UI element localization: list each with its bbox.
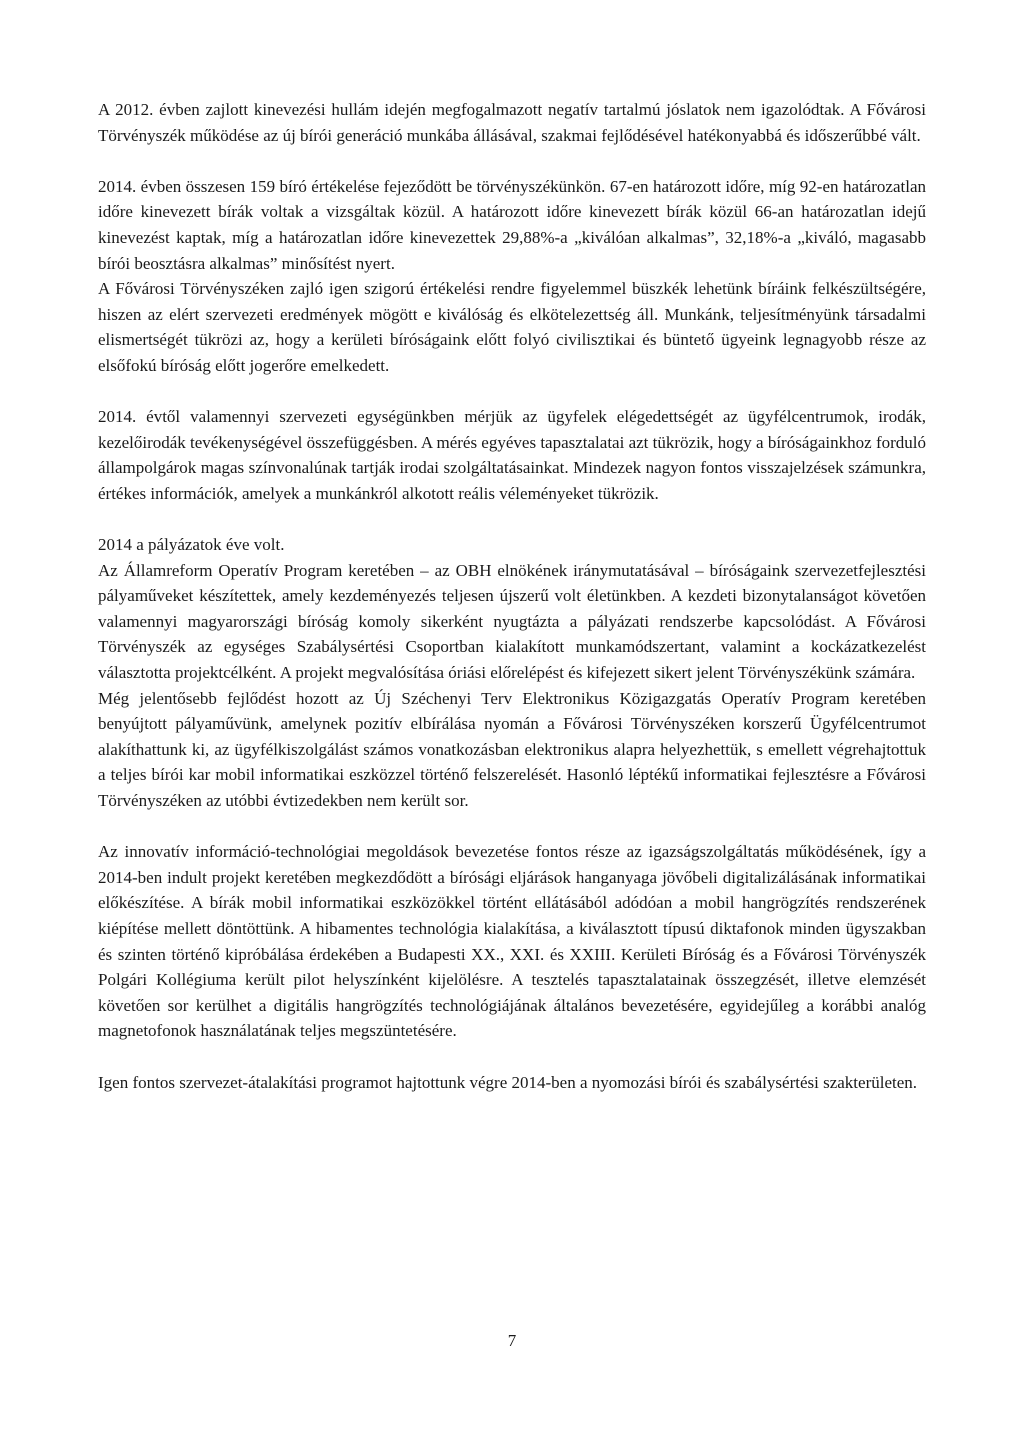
paragraph-state-reform-program: Az Államreform Operatív Program keretében – az OBH elnökének iránymutatásával – bíróságaink szervezetfejlesztési pályaműveket készítettek, amely kezdeményezés teljesen újszerű volt életünkben. A kezdeti bizonytalanságot követően valamennyi magyarországi bíróság komoly sikerként nyugtázta a pályázati rendszerbe kapcsolódást. A Fővárosi Törvényszék az egységes Szabálysértési Csoportban kialakított munkamódszertant, valamint a kockázatkezelést választotta projektcélként. A projekt megvalósítása óriási előrelépést és kifejezett sikert jelent Törvényszékünk számára.	[98, 560, 926, 683]
paragraph-innovative-it: Az innovatív információ-technológiai megoldások bevezetése fontos része az igazságszolgáltatás működésének, így a 2014-ben indult projekt keretében megkezdődött a bírósági eljárások hanganyaga jövőbeli digitalizálásának informatikai előkészítése. A bírák mobil informatikai eszközökkel történt ellátásából adódóan a mobil hangrögzítés rendszerének kiépítése mellett döntöttünk. A hibamentes technológia kialakítása, a kiválasztott típusú diktafonok minden ügyszakban és szinten történő kipróbálása érdekében a Budapesti XX., XXI. és XXIII. Kerületi Bíróság és a Fővárosi Törvényszék Polgári Kollégiuma került pilot helyszínként kijelölésre. A tesztelés tapasztalatainak összegzését, illetve elemzését követően sor kerülhet a digitális hangrögzítés technológiájának általános bevezetésére, egyidejűleg a korábbi analóg magnetofonok használatának teljes megszüntetésére.	[98, 842, 926, 1041]
paragraph-reorganization: Igen fontos szervezet-átalakítási programot hajtottunk végre 2014-ben a nyomozási bírói és szabálysértési szakterületen.	[98, 1072, 918, 1092]
paragraph-judge-evaluations: 2014. évben összesen 159 bíró értékelése fejeződött be törvényszékünkön. 67-en határozott időre, míg 92-en határozatlan időre kinevezett bírák voltak a vizsgáltak közül. A határozott időre kinevezett bírák közül 66-an határozatlan idejű kinevezést kaptak, míg a határozatlan időre kinevezettek 29,88%-a „kiválóan alkalmas”, 32,18%-a „kiváló, magasabb bírói beosztásra alkalmas” minősítést nyert.	[98, 176, 926, 273]
paragraph-year-of-tenders: 2014 a pályázatok éve volt.	[98, 535, 285, 555]
paragraph-szechenyi-plan: Még jelentősebb fejlődést hozott az Új Széchenyi Terv Elektronikus Közigazgatás Operatív Program keretében benyújtott pályaművünk, amelynek pozitív elbírálása nyomán a Fővárosi Törvényszéken korszerű Ügyfélcentrumot alakíthattunk ki, az ügyfélkiszolgálást számos vonatkozásban elektronikus alapra helyezhettük, s emellett végrehajtottuk a teljes bírói kar mobil informatikai eszközzel történő felszerelését. Hasonló léptékű informatikai fejlesztésre a Fővárosi Törvényszéken az utóbbi évtizedekben nem került sor.	[98, 688, 926, 811]
paragraph-evaluation-pride: A Fővárosi Törvényszéken zajló igen szigorú értékelési rendre figyelemmel büszkék lehetünk bíráink felkészültségére, hiszen az elért szervezeti eredmények mögött e kiválóság és elkötelezettség áll. Munkánk, teljesítményünk társadalmi elismertségét tükrözi az, hogy a kerületi bíróságaink előtt folyó civilisztikai és büntető ügyeink legnagyobb része az elsőfokú bíróság előtt jogerőre emelkedett.	[98, 279, 926, 375]
document-body	[98, 97, 926, 1095]
paragraph-client-satisfaction: 2014. évtől valamennyi szervezeti egységünkben mérjük az ügyfelek elégedettségét az ügyfélcentrumok, irodák, kezelőirodák tevékenységével összefüggésben. A mérés egyéves tapasztalatai azt tükrözik, hogy a bíróságainkhoz forduló állampolgárok magas színvonalúnak tartják irodai szolgáltatásainkat. Mindezek nagyon fontos visszajelzések számunkra, értékes információk, amelyek a munkánkról alkotott reális véleményeket tükrözik.	[98, 407, 926, 503]
paragraph-appointment-wave: A 2012. évben zajlott kinevezési hullám idején megfogalmazott negatív tartalmú jóslatok nem igazolódtak. A Fővárosi Törvényszék működése az új bírói generáció munkába állásával, szakmai fejlődésével hatékonyabbá és időszerűbbé vált.	[98, 100, 926, 145]
page-number: 7	[507, 1331, 517, 1350]
